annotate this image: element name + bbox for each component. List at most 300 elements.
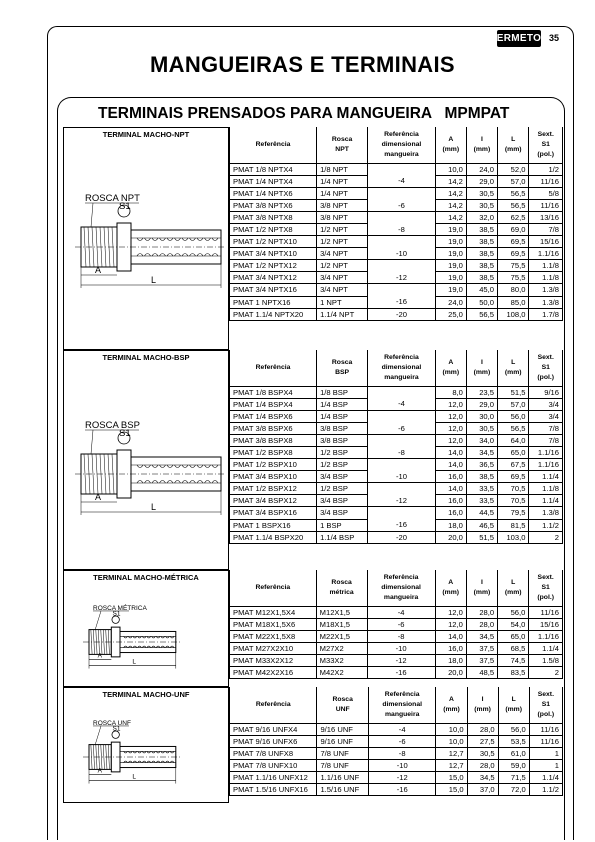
cell-rosca: 3/4 NPT [317,272,368,284]
cell-i: 45,0 [466,284,497,296]
thread-label: ROSCA NPT [85,193,140,204]
column-header-i: I (mm) [466,350,497,386]
table-row [230,236,563,248]
cell-sext: 11/16 [529,606,563,618]
cell-a: 19,0 [435,260,466,272]
cell-a: 12,0 [435,606,466,618]
table-row [230,519,563,531]
cell-rosca: 1.1/16 UNF [317,771,368,783]
table-row [230,398,563,410]
cell-refdim [368,410,436,422]
column-header-rosca: Rosca NPT [317,127,368,163]
cell-rosca: 1/2 NPT [317,236,368,248]
cell-rosca: 1/4 NPT [317,175,368,187]
cell-a: 20,0 [435,531,466,543]
cell-rosca: 1/4 BSP [317,410,368,422]
cell-sext: 1.1/16 [529,446,563,458]
cell-a: 24,0 [435,296,466,308]
cell-sext: 11/16 [529,723,562,735]
cell-sext: 1.1/16 [529,248,563,260]
cell-l: 56,0 [498,723,529,735]
cell-refdim [368,211,436,223]
cell-ref: PMAT 1.1/4 NPTX20 [230,308,317,320]
cell-i: 38,5 [466,471,497,483]
column-header-ref: Referência [230,687,317,723]
metric-fitting-drawing [69,584,224,679]
cell-rosca: M22X1,5 [316,630,367,642]
cell-a: 12,7 [436,747,467,759]
cell-ref: PMAT 3/4 NPTX10 [230,248,317,260]
cell-rosca: 3/4 NPT [317,284,368,296]
cell-a: 18,0 [435,654,466,666]
unf-spec-table [229,687,563,796]
cell-sext: 2 [529,531,563,543]
cell-rosca: 7/8 UNF [317,759,368,771]
cell-sext: 1.3/8 [529,296,563,308]
table-row [230,284,563,296]
column-header-refdim: Referência dimensional mangueira [367,570,435,606]
table-row [230,459,563,471]
cell-ref: PMAT 7/8 UNFX10 [230,759,317,771]
column-header-ref: Referência [230,570,317,606]
section-title: TERMINAIS PRENSADOS PARA MANGUEIRA MPMPAT [98,105,510,122]
cell-rosca: 1/4 NPT [317,187,368,199]
npt-fitting-drawing [69,165,224,315]
dimension-a-label: A [97,652,103,660]
cell-ref: PMAT M33X2X12 [230,654,317,666]
cell-a: 16,0 [435,507,466,519]
cell-ref: PMAT 3/4 NPTX16 [230,284,317,296]
cell-a: 12,0 [435,422,466,434]
cell-i: 38,5 [466,223,497,235]
cell-sext: 15/16 [529,236,563,248]
cell-refdim: -6 [368,199,436,211]
cell-rosca: 1 BSP [317,519,368,531]
cell-rosca: 3/8 NPT [317,199,368,211]
cell-refdim: -6 [368,422,436,434]
cell-a: 10,0 [436,735,467,747]
column-header-ref: Referência [230,127,317,163]
cell-ref: PMAT 1/8 BSPX4 [230,386,317,398]
cell-rosca: 1 NPT [317,296,368,308]
table-row [230,296,563,308]
table-header-row [230,570,563,606]
cell-refdim [368,187,436,199]
cell-a: 19,0 [435,272,466,284]
cell-a: 25,0 [435,308,466,320]
cell-refdim: -10 [368,471,436,483]
cell-ref: PMAT 3/4 BSPX16 [230,507,317,519]
cell-a: 10,0 [436,723,467,735]
bsp-spec-table [229,350,563,544]
cell-refdim: -20 [368,308,436,320]
cell-a: 10,0 [435,163,466,175]
cell-a: 14,2 [435,175,466,187]
cell-ref: PMAT 1.5/16 UNFX16 [230,783,317,795]
cell-sext: 1.1/8 [529,260,563,272]
cell-i: 34,5 [467,771,498,783]
column-header-refdim: Referência dimensional mangueira [368,687,436,723]
cell-ref: PMAT 1/4 BSPX6 [230,410,317,422]
cell-l: 56,5 [497,199,528,211]
column-header-l: L (mm) [497,127,528,163]
cell-refdim: -6 [367,618,435,630]
cell-refdim: -10 [368,759,436,771]
table-row [230,260,563,272]
cell-i: 30,5 [467,747,498,759]
cell-i: 50,0 [466,296,497,308]
cell-ref: PMAT 1 NPTX16 [230,296,317,308]
cell-ref: PMAT M27X2X10 [230,642,317,654]
cell-ref: PMAT 3/8 BSPX6 [230,422,317,434]
cell-ref: PMAT 1/2 NPTX10 [230,236,317,248]
cell-a: 14,0 [435,459,466,471]
cell-l: 53,5 [498,735,529,747]
dimension-a-label: A [95,265,102,275]
cell-l: 70,5 [497,483,528,495]
leader-line [91,203,93,227]
cell-sext: 13/16 [529,211,563,223]
cell-i: 38,5 [466,236,497,248]
table-header-row [230,127,563,163]
cell-rosca: M18X1,5 [316,618,367,630]
cell-i: 30,5 [466,422,497,434]
table-row [230,783,563,795]
cell-ref: PMAT 1.1/16 UNFX12 [230,771,317,783]
section-bsp-label: TERMINAL MACHO-BSP [102,353,190,362]
cell-a: 15,0 [436,783,467,795]
cell-rosca: 1/4 BSP [317,398,368,410]
table-row [230,531,563,543]
cell-rosca: 3/4 BSP [317,507,368,519]
cell-rosca: 1.5/16 UNF [317,783,368,795]
cell-rosca: 3/8 BSP [317,434,368,446]
cell-l: 69,5 [497,248,528,260]
thread-label: ROSCA UNF [93,719,131,727]
column-header-l: L (mm) [497,350,528,386]
table-row [230,211,563,223]
cell-ref: PMAT 1/4 NPTX4 [230,175,317,187]
cell-sext: 1.3/8 [529,284,563,296]
cell-rosca: 1/2 NPT [317,260,368,272]
cell-sext: 1/2 [529,163,563,175]
table-row [230,507,563,519]
cell-i: 44,5 [466,507,497,519]
cell-i: 38,5 [466,260,497,272]
cell-a: 16,0 [435,495,466,507]
cell-rosca: M33X2 [316,654,367,666]
cell-refdim: -16 [368,783,436,795]
cell-ref: PMAT 1/2 BSPX8 [230,446,317,458]
table-row [230,630,563,642]
cell-sext: 3/4 [529,398,563,410]
table-row [230,175,563,187]
table-row [230,735,563,747]
hex-label: S1 [119,201,131,212]
cell-i: 23,5 [466,386,497,398]
cell-refdim: -8 [368,446,436,458]
cell-l: 56,0 [497,410,528,422]
cell-rosca: M12X1,5 [316,606,367,618]
cell-l: 67,5 [497,459,528,471]
cell-a: 14,2 [435,187,466,199]
cell-refdim: -8 [368,747,436,759]
column-header-rosca: Rosca métrica [316,570,367,606]
cell-l: 57,0 [497,175,528,187]
cell-ref: PMAT M18X1,5X6 [230,618,317,630]
cell-refdim: -8 [368,223,436,235]
cell-a: 15,0 [436,771,467,783]
cell-refdim: -16 [368,519,436,531]
cell-refdim [368,434,436,446]
cell-refdim: -4 [367,606,435,618]
cell-a: 12,0 [435,618,466,630]
cell-rosca: 3/8 BSP [317,422,368,434]
cell-i: 37,0 [467,783,498,795]
dimension-l-label: L [151,502,157,512]
cell-sext: 1.1/8 [529,483,563,495]
cell-a: 14,2 [435,199,466,211]
cell-i: 34,5 [466,446,497,458]
column-header-i: I (mm) [466,570,497,606]
cell-ref: PMAT 1/4 BSPX4 [230,398,317,410]
cell-rosca: 1/8 NPT [317,163,368,175]
cell-a: 12,0 [435,398,466,410]
table-row [230,446,563,458]
cell-refdim: -4 [368,175,436,187]
cell-a: 19,0 [435,236,466,248]
cell-ref: PMAT 1.1/4 BSPX20 [230,531,317,543]
hex-label: S1 [112,725,121,733]
cell-ref: PMAT 3/8 BSPX8 [230,434,317,446]
cell-refdim: -6 [368,735,436,747]
cell-a: 19,0 [435,223,466,235]
table-row [230,410,563,422]
cell-sext: 15/16 [529,618,563,630]
cell-sext: 1.1/2 [529,519,563,531]
cell-rosca: 1/2 BSP [317,459,368,471]
cell-l: 85,0 [497,296,528,308]
cell-ref: PMAT 1/2 BSPX12 [230,483,317,495]
cell-sext: 1 [529,747,562,759]
column-header-a: A (mm) [436,687,467,723]
cell-l: 62,5 [497,211,528,223]
cell-rosca: 1/2 BSP [317,483,368,495]
cell-sext: 1.5/8 [529,654,563,666]
cell-ref: PMAT 1/2 NPTX12 [230,260,317,272]
cell-rosca: 1/2 BSP [317,446,368,458]
cell-l: 70,5 [497,495,528,507]
cell-ref: PMAT 9/16 UNFX6 [230,735,317,747]
cell-sext: 3/4 [529,410,563,422]
cell-a: 14,0 [435,446,466,458]
cell-refdim [368,483,436,495]
table-row [230,483,563,495]
cell-refdim [368,236,436,248]
page-number: 35 [549,33,560,43]
cell-sext: 1.1/16 [529,459,563,471]
column-header-sext: Sext. S1 (pol.) [529,350,563,386]
column-header-i: I (mm) [467,687,498,723]
table-row [230,248,563,260]
cell-rosca: M42X2 [316,666,367,678]
cell-l: 69,5 [497,471,528,483]
cell-refdim: -4 [368,398,436,410]
cell-ref: PMAT M22X1,5X8 [230,630,317,642]
cell-sext: 1.3/8 [529,507,563,519]
cell-ref: PMAT M42X2X16 [230,666,317,678]
column-header-rosca: Rosca BSP [317,350,368,386]
cell-rosca: 3/8 NPT [317,211,368,223]
table-row [230,199,563,211]
cell-rosca: 9/16 UNF [317,723,368,735]
dimension-l-label: L [132,773,137,781]
cell-ref: PMAT 9/16 UNFX4 [230,723,317,735]
table-row [230,666,563,678]
cell-sext: 1.1/8 [529,272,563,284]
cell-ref: PMAT 3/4 BSPX12 [230,495,317,507]
hex-label: S1 [112,610,121,618]
cell-refdim: -12 [368,272,436,284]
cell-a: 14,2 [435,211,466,223]
npt-spec-table [229,127,563,321]
leader-line [95,611,101,630]
cell-ref: PMAT 3/4 NPTX12 [230,272,317,284]
cell-ref: PMAT 7/8 UNFX8 [230,747,317,759]
table-row [230,495,563,507]
cell-i: 28,0 [466,618,497,630]
cell-rosca: 3/4 BSP [317,495,368,507]
table-row [230,223,563,235]
cell-i: 24,0 [466,163,497,175]
cell-a: 19,0 [435,248,466,260]
cell-l: 103,0 [497,531,528,543]
cell-i: 28,0 [466,606,497,618]
cell-rosca: 1.1/4 BSP [317,531,368,543]
cell-refdim: -10 [368,248,436,260]
cell-ref: PMAT 3/8 NPTX8 [230,211,317,223]
dimension-l-label: L [151,275,157,285]
cell-l: 59,0 [498,759,529,771]
brand-logo: ERMETO [497,30,541,47]
cell-sext: 11/16 [529,175,563,187]
cell-a: 16,0 [435,642,466,654]
column-header-refdim: Referência dimensional mangueira [368,127,436,163]
cell-i: 37,5 [466,654,497,666]
cell-sext: 2 [529,666,563,678]
column-header-a: A (mm) [435,350,466,386]
table-row [230,434,563,446]
cell-i: 46,5 [466,519,497,531]
unf-fitting-drawing [69,699,224,794]
cell-refdim [368,507,436,519]
cell-a: 16,0 [435,471,466,483]
dimension-a-label: A [97,767,103,775]
cell-sext: 11/16 [529,199,563,211]
cell-l: 56,5 [497,422,528,434]
table-row [230,308,563,320]
cell-sext: 1.1/2 [529,783,562,795]
cell-refdim [368,284,436,296]
cell-rosca: 3/4 NPT [317,248,368,260]
cell-i: 56,5 [466,308,497,320]
cell-refdim: -12 [368,495,436,507]
cell-ref: PMAT 1 BSPX16 [230,519,317,531]
cell-ref: PMAT 1/2 BSPX10 [230,459,317,471]
dimension-l-label: L [132,658,137,666]
cell-i: 28,0 [467,723,498,735]
thread-label: ROSCA BSP [85,420,140,431]
column-header-ref: Referência [230,350,317,386]
cell-a: 19,0 [435,284,466,296]
cell-ref: PMAT 3/8 NPTX6 [230,199,317,211]
cell-rosca: 1/8 BSP [317,386,368,398]
cell-refdim: -12 [368,771,436,783]
cell-a: 12,0 [435,410,466,422]
cell-l: 54,0 [498,618,529,630]
column-header-a: A (mm) [435,127,466,163]
cell-sext: 5/8 [529,187,563,199]
cell-sext: 1 [529,759,562,771]
table-row [230,618,563,630]
cell-a: 12,7 [436,759,467,771]
cell-l: 65,0 [497,446,528,458]
cell-sext: 11/16 [529,735,562,747]
cell-i: 51,5 [466,531,497,543]
cell-l: 80,0 [497,284,528,296]
cell-refdim [368,163,436,175]
cell-ref: PMAT 1/2 NPTX8 [230,223,317,235]
cell-i: 29,0 [466,175,497,187]
cell-sext: 1.7/8 [529,308,563,320]
table-row [230,759,563,771]
column-header-l: L (mm) [498,687,529,723]
table-row [230,771,563,783]
cell-i: 37,5 [466,642,497,654]
table-row [230,422,563,434]
cell-l: 74,5 [498,654,529,666]
cell-sext: 1.1/4 [529,471,563,483]
column-header-sext: Sext. S1 (pol.) [529,570,563,606]
section-npt-label: TERMINAL MACHO-NPT [102,130,190,139]
cell-ref: PMAT 1/8 NPTX4 [230,163,317,175]
section-metric-label: TERMINAL MACHO-MÉTRICA [93,573,199,582]
cell-l: 68,5 [498,642,529,654]
table-row [230,654,563,666]
thread-label: ROSCA MÉTRICA [93,604,147,612]
cell-sext: 7/8 [529,422,563,434]
cell-rosca: M27X2 [316,642,367,654]
cell-refdim [368,459,436,471]
cell-i: 33,5 [466,483,497,495]
cell-l: 56,0 [498,606,529,618]
cell-l: 108,0 [497,308,528,320]
cell-i: 30,5 [466,199,497,211]
cell-l: 57,0 [497,398,528,410]
table-row [230,606,563,618]
cell-sext: 1.1/4 [529,771,562,783]
cell-a: 18,0 [435,519,466,531]
cell-l: 72,0 [498,783,529,795]
column-header-a: A (mm) [435,570,466,606]
cell-l: 75,5 [497,260,528,272]
column-header-sext: Sext. S1 (pol.) [529,127,563,163]
column-header-i: I (mm) [466,127,497,163]
cell-refdim: -16 [368,296,436,308]
cell-i: 30,5 [466,187,497,199]
cell-sext: 1.1/4 [529,642,563,654]
cell-i: 28,0 [467,759,498,771]
